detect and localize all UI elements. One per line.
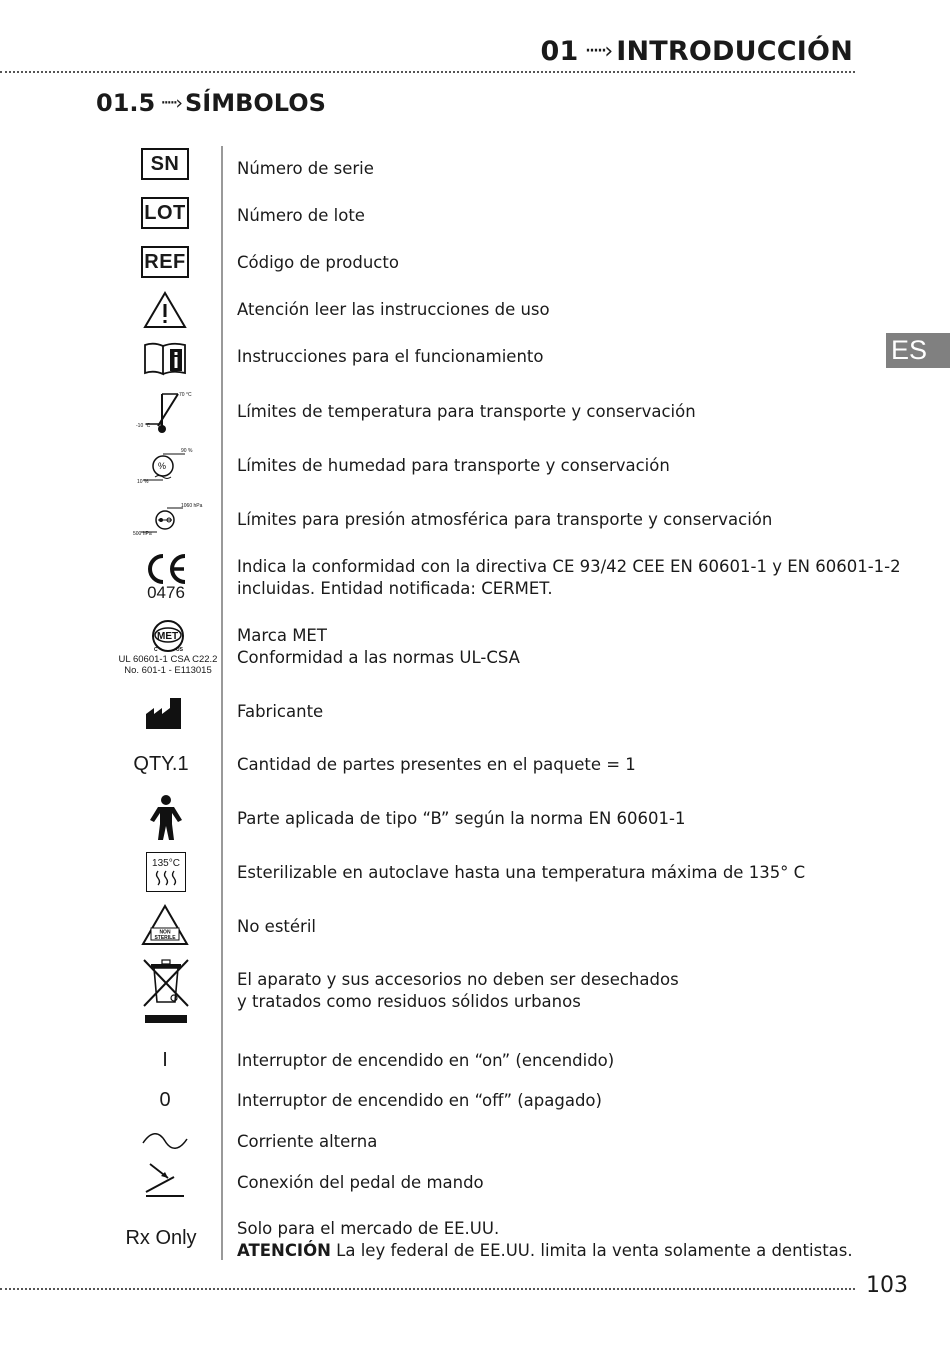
desc-ref: Código de producto [237,253,399,272]
temp-low-label: -10 °C [136,423,151,429]
desc-non-sterile: No estéril [237,917,317,936]
desc-manufacturer: Fabricante [237,702,324,721]
manual-icon [142,341,188,377]
foot-pedal-icon [142,1162,188,1200]
ce-notified-body-number: 0476 [147,583,185,602]
section-title [96,89,326,117]
column-divider [221,146,223,1260]
desc-lot: Número de lote [237,206,365,225]
svg-text:STERILE: STERILE [154,935,176,941]
desc-pedal: Conexión del pedal de mando [237,1173,484,1192]
met-c-text: C [154,647,158,653]
top-dotted-rule [0,71,855,73]
desc-qty: Cantidad de partes presentes en el paquete = 1 [237,755,636,774]
desc-on: Interruptor de encendido en “on” (encendido) [237,1051,615,1070]
power-on-symbol: I [162,1048,168,1071]
alternating-current-icon [141,1130,189,1152]
met-standard-line2: No. 601-1 - E113015 [124,665,212,676]
met-mark-icon [116,618,220,676]
weee-disposal-icon [140,956,192,1028]
power-off-symbol: 0 [159,1088,171,1111]
desc-serial: Número de serie [237,159,374,178]
section-name: SÍMBOLOS [185,89,326,117]
quantity-symbol: QTY.1 [133,752,189,775]
svg-text:NON: NON [159,929,171,936]
desc-rx-line2 [237,1240,853,1262]
rx-only-symbol: Rx Only [125,1226,197,1249]
met-standard-line1: UL 60601-1 CSA C22.2 [118,654,218,665]
desc-manual: Instrucciones para el funcionamiento [237,347,544,366]
serial-number-icon: SN [141,148,189,180]
section-number: 01.5 [96,89,156,117]
non-sterile-icon [141,904,189,946]
lot-number-icon: LOT [141,197,189,229]
language-tab: ES [886,333,950,368]
desc-weee-line1: El aparato y sus accesorios no deben ser desechados [237,970,679,989]
autoclave-temp: 135°C [152,857,180,869]
desc-ce-line1: Indica la conformidad con la directiva CE 93/42 CEE EN 60601-1 y EN 60601-1-2 [237,557,901,576]
desc-caution: Atención leer las instrucciones de uso [237,300,550,319]
desc-humidity: Límites de humedad para transporte y conservación [237,456,670,475]
desc-temperature: Límites de temperatura para transporte y conservación [237,402,696,421]
svg-text:%: % [158,461,167,471]
dotted-arrow-icon: ·····› [160,92,181,114]
humidity-limit-icon [135,444,197,486]
hum-high-label: 90 % [181,448,193,454]
desc-rx-text: La ley federal de EE.UU. limita la venta solamente a dentistas. [330,1241,853,1260]
hum-low-label: 10 % [137,479,149,485]
chapter-name: INTRODUCCIÓN [616,36,853,67]
desc-pressure: Límites para presión atmosférica para transporte y conservación [237,510,773,529]
caution-icon [143,290,187,330]
desc-ce-line2: incluidas. Entidad notificada: CERMET. [237,579,553,598]
dotted-arrow-icon: ·····› [584,39,611,64]
pres-high-label: 1060 hPa [181,503,203,509]
desc-ac: Corriente alterna [237,1132,378,1151]
desc-autoclave: Esterilizable en autoclave hasta una temperatura máxima de 135° C [237,863,806,882]
desc-off: Interruptor de encendido en “off” (apagado) [237,1091,602,1110]
pressure-limit-icon [131,500,207,540]
met-text: MET [157,631,179,642]
desc-rx-line1: Solo para el mercado de EE.UU. [237,1219,500,1238]
bottom-dotted-rule [0,1288,855,1290]
autoclave-icon [146,852,186,892]
desc-weee-line2: y tratados como residuos sólidos urbanos [237,992,581,1011]
desc-met-line1: Marca MET [237,626,327,645]
temperature-limit-icon [134,388,194,436]
ce-mark-icon [138,552,194,602]
chapter-title [540,36,853,67]
type-b-applied-part-icon [146,794,186,842]
desc-type-b: Parte aplicada de tipo “B” según la norma EN 60601-1 [237,809,686,828]
temp-high-label: 70 °C [179,392,192,398]
met-us-text: US [176,647,183,653]
desc-rx-attention: ATENCIÓN [237,1241,331,1260]
chapter-number: 01 [540,36,579,67]
reference-icon: REF [141,246,189,278]
desc-met-line2: Conformidad a las normas UL-CSA [237,648,520,667]
manufacturer-icon [145,696,183,730]
pres-low-label: 500 hPa [133,531,152,537]
page-number: 103 [866,1273,908,1298]
